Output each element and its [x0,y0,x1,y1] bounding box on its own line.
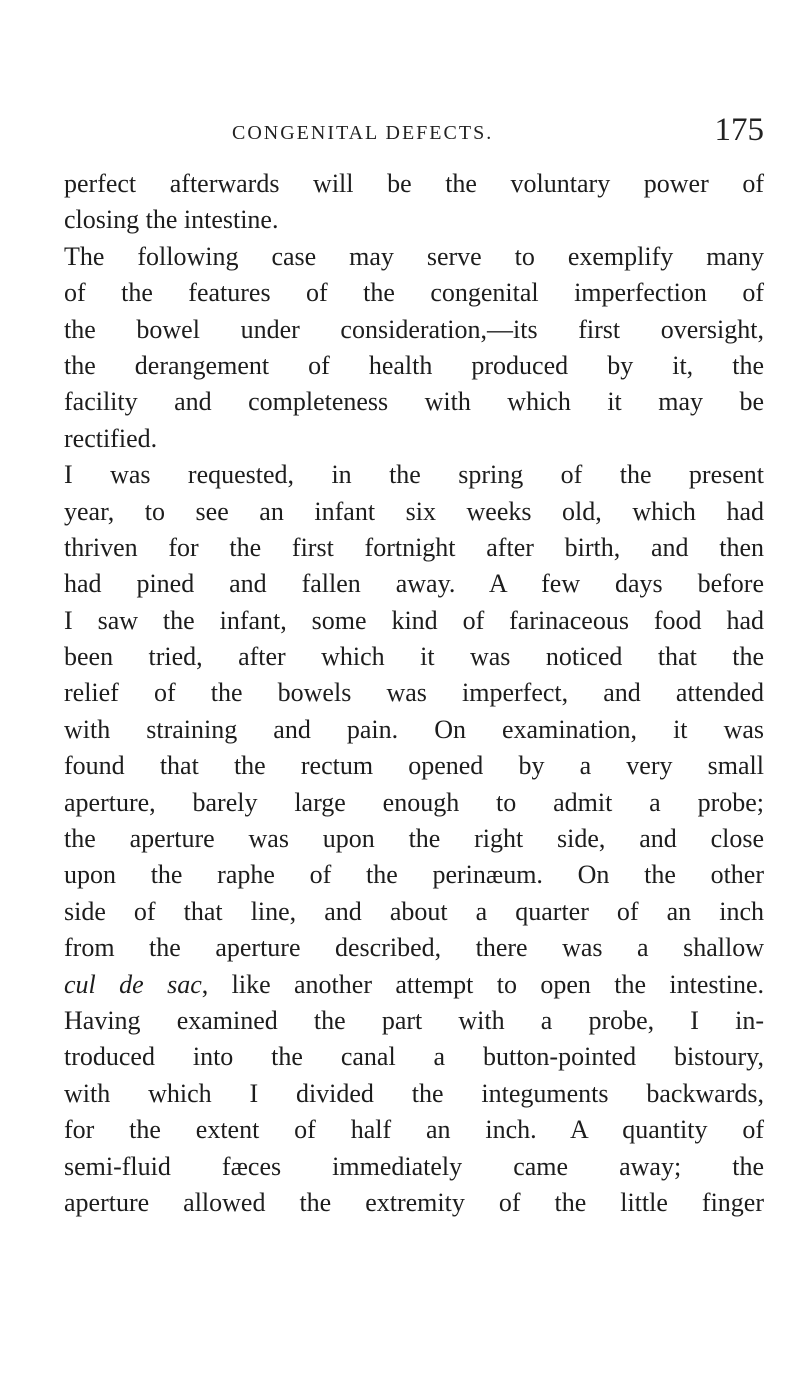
text-line: the derangement of health produced by it, the [64,350,764,380]
running-head: CONGENITAL DEFECTS. [232,122,494,144]
text-line: The following case may serve to exemplify many [64,241,764,271]
text-line: relief of the bowels was imperfect, and attended [64,678,764,708]
page-header [232,112,764,156]
text-line: year, to see an infant six weeks old, which had [64,496,764,526]
text-line: the aperture was upon the right side, and close [64,824,764,854]
text-line: thriven for the first fortnight after birth, and then [64,532,764,562]
text-line: rectified. [64,423,158,453]
text-line [64,967,764,1003]
text-line: Having examined the part with a probe, I in- [64,1005,764,1035]
text-line: been tried, after which it was noticed that the [64,642,764,672]
text-line: from the aperture described, there was a shallow [64,933,764,963]
text-line: facility and completeness with which it may be [64,387,764,417]
text-line: found that the rectum opened by a very small [64,751,764,781]
body-text [64,166,764,1221]
text-line: side of that line, and about a quarter of an inch [64,896,764,926]
text-line: of the features of the congenital imperfection of [64,278,764,308]
text-line: with straining and pain. On examination, it was [64,714,764,744]
text-line: aperture allowed the extremity of the little finger [64,1187,764,1217]
text-line: upon the raphe of the perinæum. On the other [64,860,764,890]
text-line: I was requested, in the spring of the present [64,460,764,490]
text-line: with which I divided the integuments backwards, [64,1078,764,1108]
text-line: I saw the infant, some kind of farinaceous food had [64,605,764,635]
page-number: 175 [714,112,764,148]
text-line: semi-fluid fæces immediately came away; the [64,1151,764,1181]
text-line: for the extent of half an inch. A quantity of [64,1115,764,1145]
text-line: troduced into the canal a button-pointed bistoury, [64,1042,764,1072]
text-line: aperture, barely large enough to admit a probe; [64,787,764,817]
text-line: perfect afterwards will be the voluntary power of [64,169,764,198]
italic-phrase: cul de sac [64,969,202,999]
text-line: had pined and fallen away. A few days before [64,569,764,599]
text-run: , like another attempt to open the intestine. [201,969,765,999]
text-line: closing the intestine. [64,205,279,235]
text-line: the bowel under consideration,—its first oversight, [64,314,764,344]
